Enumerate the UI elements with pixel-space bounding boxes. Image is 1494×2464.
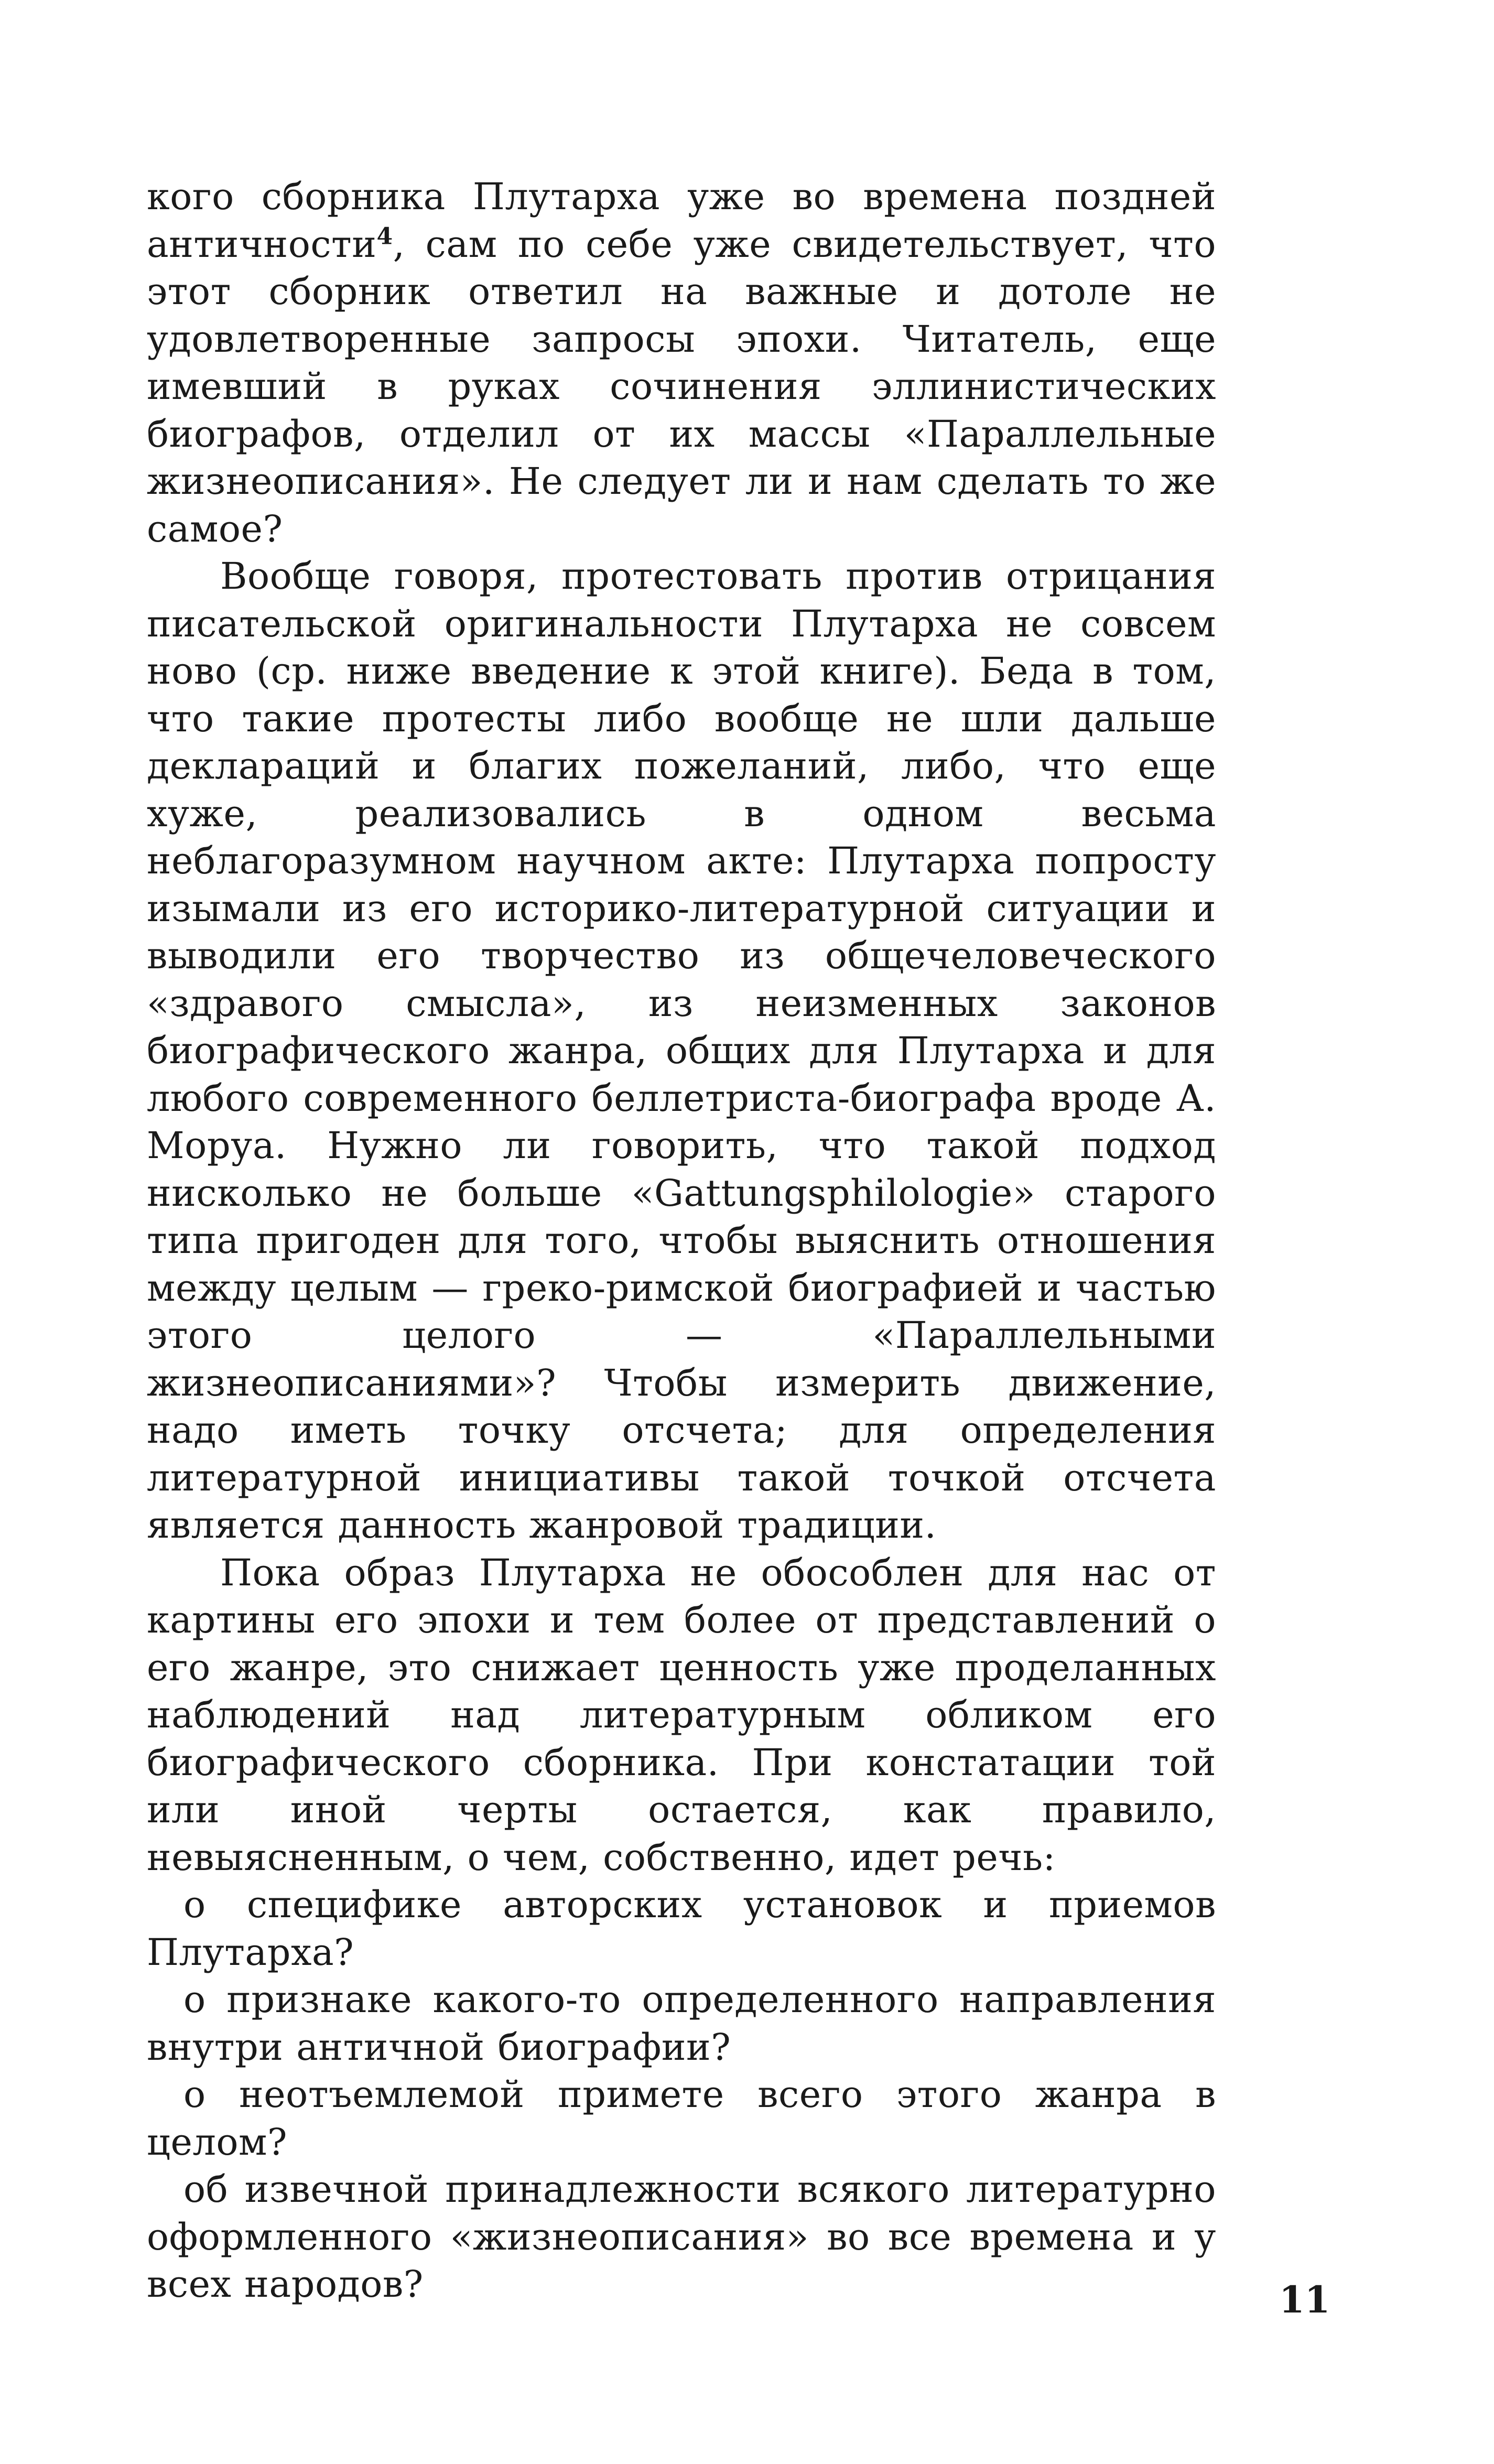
question-2: о признаке какого-то определенного направления внутри античной биографии? (147, 1978, 1216, 2069)
question-1: о специфике авторских установок и приемов Плутарха? (147, 1883, 1216, 1974)
page-number: 11 (1279, 2278, 1330, 2321)
paragraph-1-rest: , сам по себе уже свидетельствует, что этот сборник ответил на важные и дотоле не удовлетворенные запросы эпохи. Читатель, еще имевший в руках сочинения эллинистических биографов, отделил от их массы «Параллельные жизнеописания». Не следует ли и нам сделать то же самое? (147, 222, 1216, 550)
paragraph-3: Пока образ Плутарха не обособлен для нас от картины его эпохи и тем более от представлений о его жанре, это снижает ценность уже проделанных наблюдений над литературным обликом его биографического сборника. При констатации той или иной черты остается, как правило, невыясненным, о чем, собственно, идет речь: (147, 1551, 1216, 1879)
question-4: об извечной принадлежности всякого литературно оформленного «жизнеописания» во все времена и у всех народов? (147, 2168, 1216, 2306)
paragraph-1 (147, 173, 1216, 553)
paragraph-1-start: кого сборника Плутарха уже во времена поздней античности (147, 175, 1216, 266)
paragraph-2: Вообще говоря, протестовать против отрицания писательской оригинальности Плутарха не совсем ново (ср. ниже введение к этой книге). Беда в том, что такие протесты либо вообще не шли дальше деклараций и благих пожеланий, либо, что еще хуже, реализовались в одном весьма неблагоразумном научном акте: Плутарха попросту изымали из его историко-литературной ситуации и выводили его творчество из общечеловеческого «здравого смысла», из неизменных законов биографического жанра, общих для Плутарха и для любого современного беллетриста-биографа вроде А. Моруа. Нужно ли говорить, что такой подход нисколько не больше «Gattungsphilologie» старого типа пригоден для того, чтобы выяснить отношения между целым — греко-римской биографией и частью этого целого — «Параллельными жизнеописаниями»? Чтобы измерить движение, надо иметь точку отсчета; для определения литературной инициативы такой точкой отсчета является данность жанровой традиции. (147, 555, 1216, 1547)
body-text (147, 173, 1216, 2308)
question-3: о неотъемлемой примете всего этого жанра в целом? (147, 2073, 1216, 2164)
footnote-marker[interactable]: 4 (376, 223, 393, 250)
